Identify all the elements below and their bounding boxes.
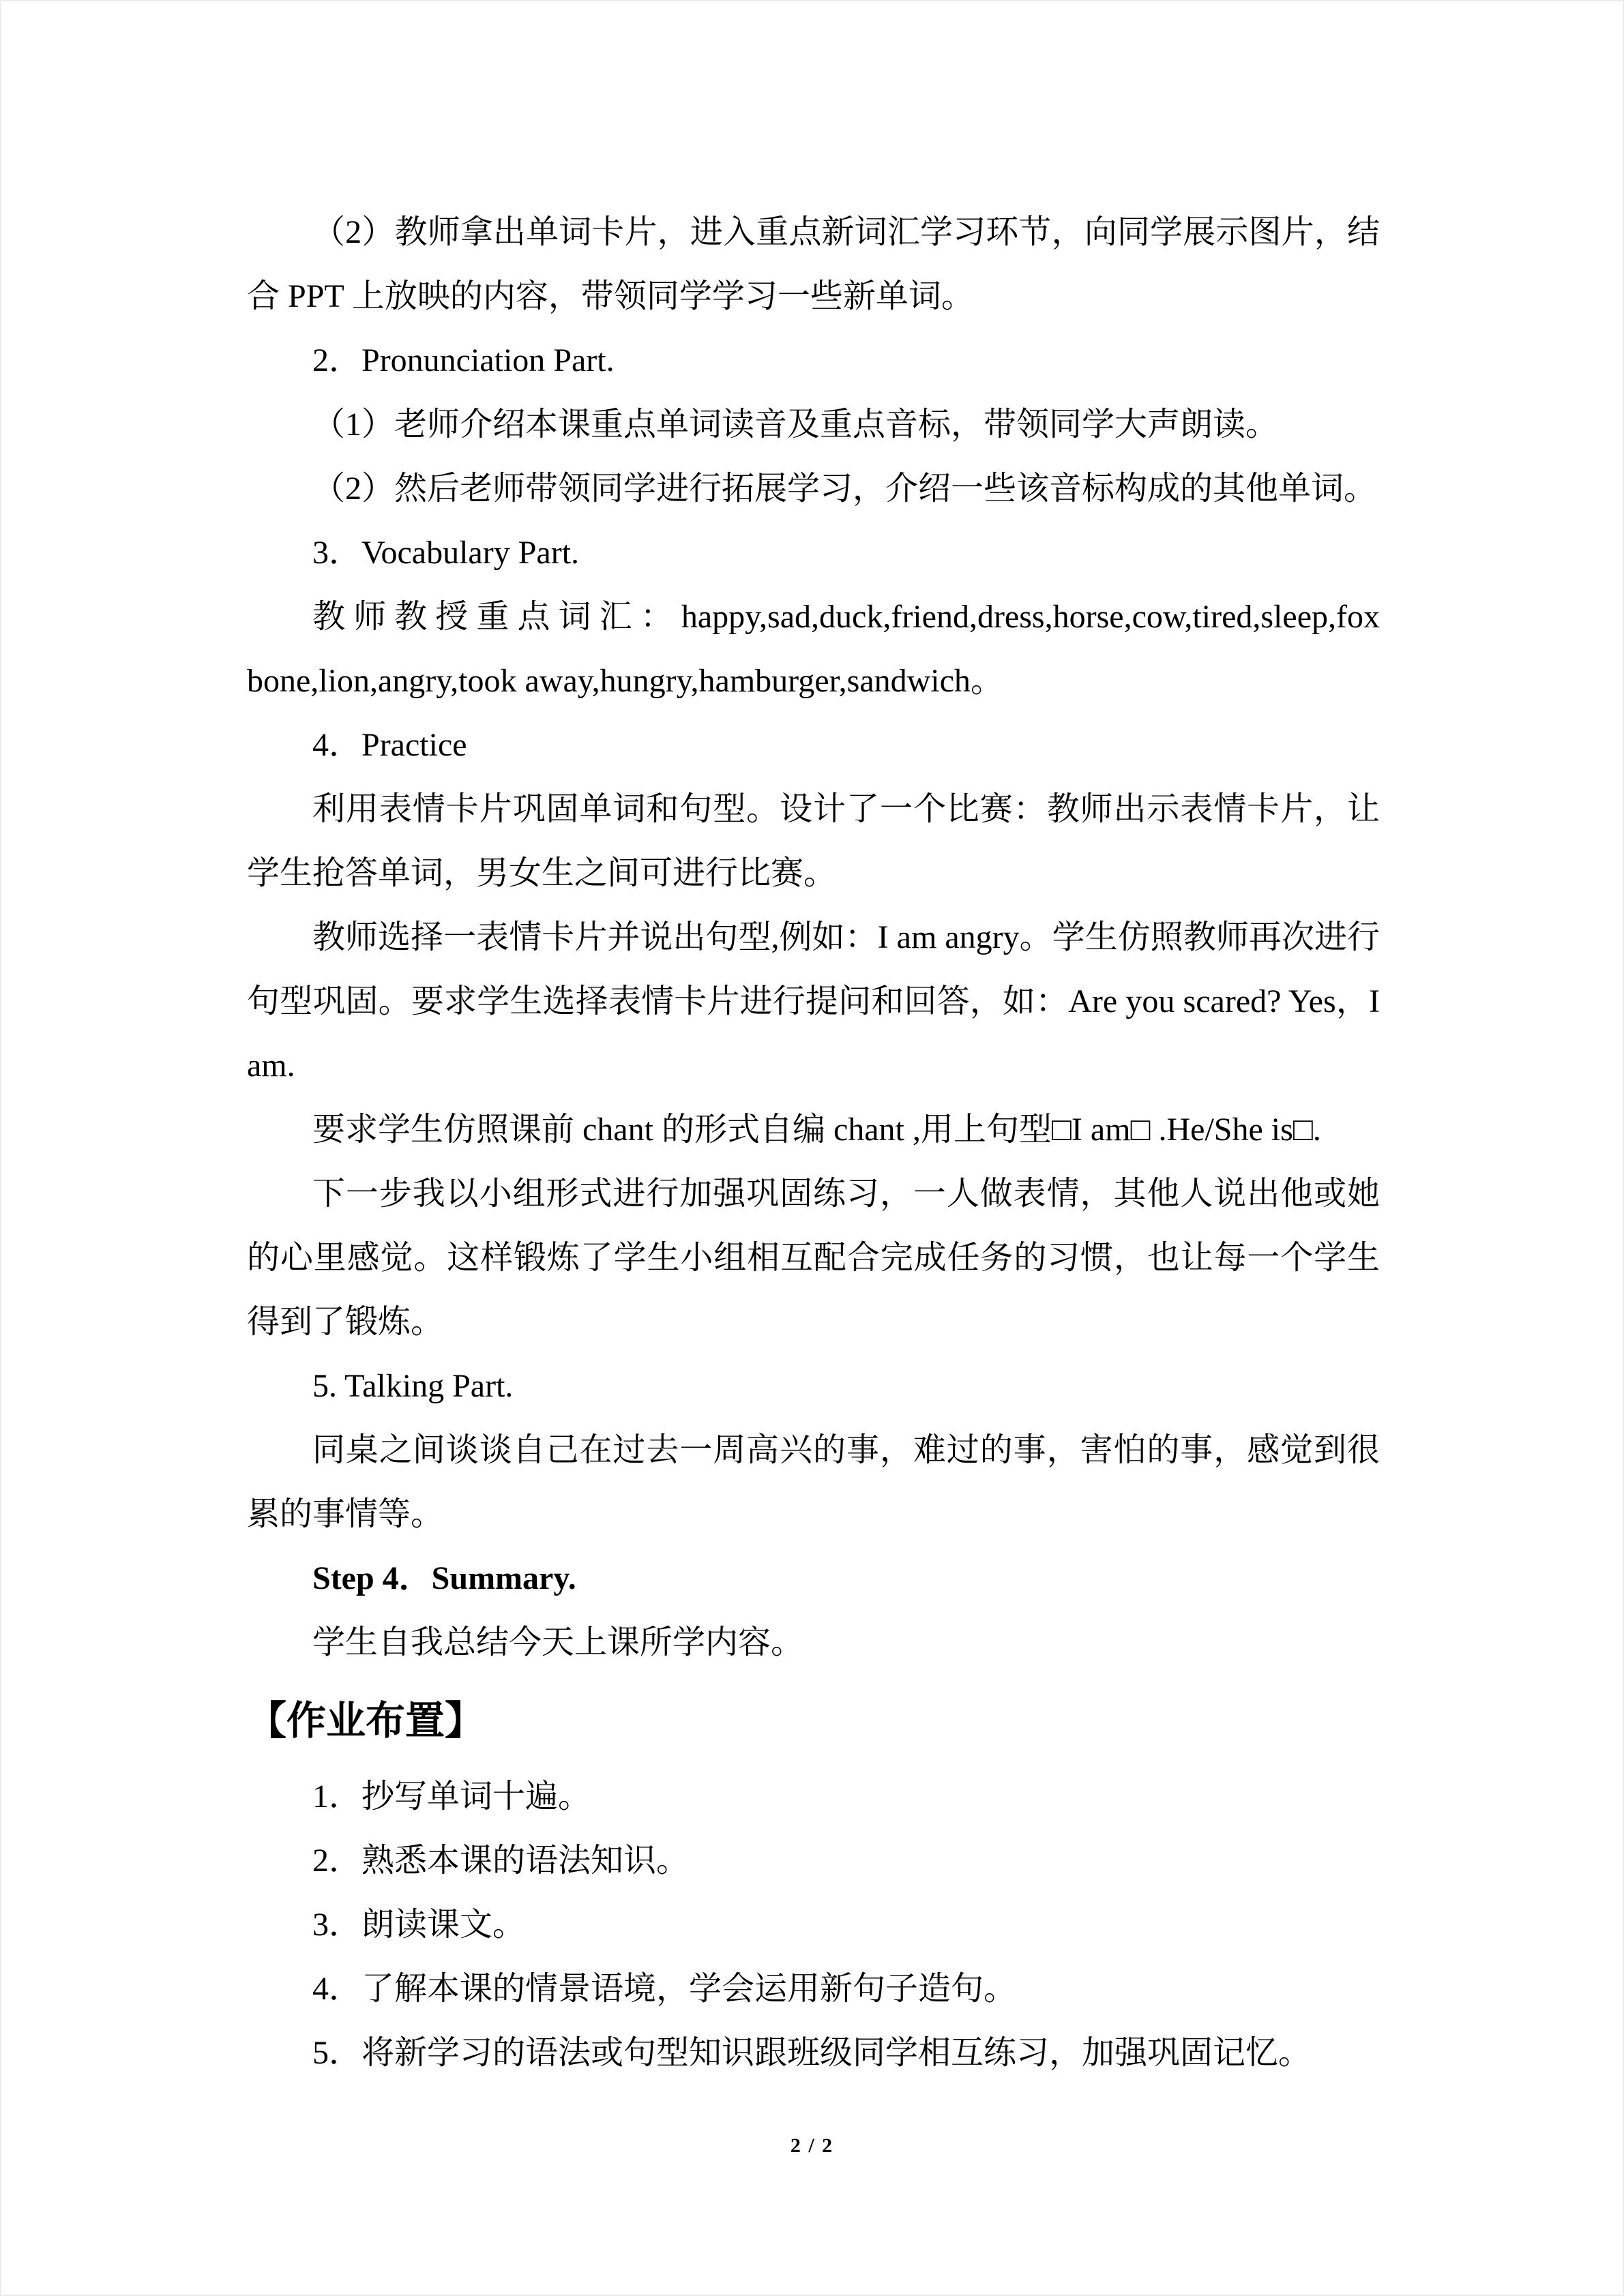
paragraph-7: 4．Practice [312, 727, 467, 763]
paragraph-5: 3．Vocabulary Part. [312, 535, 580, 571]
paragraph-1: （2）教师拿出单词卡片，进入重点新词汇学习环节，向同学展示图片，结合 PPT 上放映的内容，带领同学学习一些新单词。 [247, 214, 1380, 314]
paragraph-14: Step 4．Summary. [312, 1560, 576, 1596]
paragraph-9: 教师选择一表情卡片并说出句型,例如：I am angry。学生仿照教师再次进行句型巩固。要求学生选择表情卡片进行提问和回答，如：Are you scared? Yes，I am. [247, 919, 1380, 1084]
paragraph-12: 5. Talking Part. [312, 1368, 514, 1404]
paragraph-19: 3．朗读课文。 [312, 1907, 526, 1943]
section-heading: 【作业布置】 [247, 1699, 485, 1743]
paragraph-13: 同桌之间谈谈自己在过去一周高兴的事，难过的事，害怕的事，感觉到很累的事情等。 [247, 1432, 1380, 1532]
document-body [247, 200, 1380, 2085]
paragraph-18: 2．熟悉本课的语法知识。 [312, 1843, 690, 1879]
paragraph-3: （1）老师介绍本课重点单词读音及重点音标，带领同学大声朗读。 [312, 406, 1279, 443]
paragraph-20: 4．了解本课的情景语境，学会运用新句子造句。 [312, 1971, 1017, 2007]
paragraph-8: 利用表情卡片巩固单词和句型。设计了一个比赛：教师出示表情卡片，让学生抢答单词，男女生之间可进行比赛。 [247, 791, 1380, 891]
paragraph-6: 教师教授重点词汇：happy,sad,duck,friend,dress,horse,cow,tired,sleep,fox bone,lion,angry,took away,hungry,hamburger,sandwich。 [247, 599, 1380, 699]
paragraph-4: （2）然后老师带领同学进行拓展学习，介绍一些该音标构成的其他单词。 [312, 471, 1377, 507]
paragraph-15: 学生自我总结今天上课所学内容。 [312, 1624, 804, 1660]
paragraph-2: 2．Pronunciation Part. [312, 342, 615, 378]
paragraph-10: 要求学生仿照课前 chant 的形式自编 chant ,用上句型□I am□ .He/She is□. [312, 1112, 1321, 1148]
page-number: 2 / 2 [790, 2134, 834, 2157]
paragraph-17: 1．抄写单词十遍。 [312, 1778, 591, 1815]
paragraph-21: 5．将新学习的语法或句型知识跟班级同学相互练习，加强巩固记忆。 [312, 2035, 1312, 2071]
paragraph-11: 下一步我以小组形式进行加强巩固练习，一人做表情，其他人说出他或她的心里感觉。这样锻炼了学生小组相互配合完成任务的习惯，也让每一个学生得到了锻炼。 [247, 1176, 1380, 1340]
